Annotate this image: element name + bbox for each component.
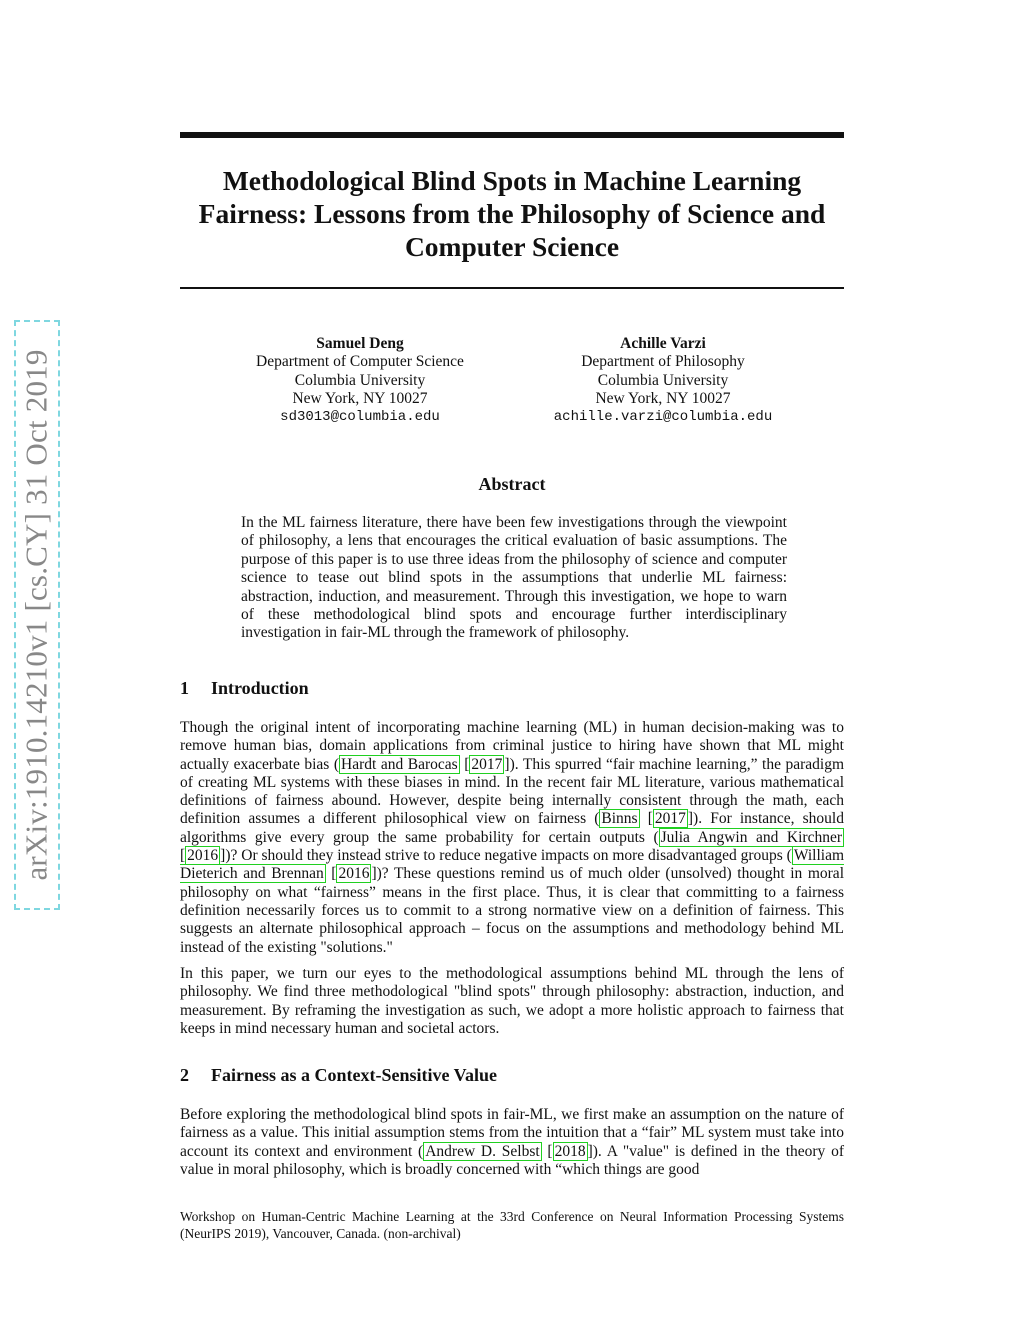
paper-title: Methodological Blind Spots in Machine Learning Fairness: Lessons from the Philosophy of Science and Computer Science [198,165,826,262]
title-bottom-rule [180,287,844,289]
text-run: ])? Or should they instead strive to reduce negative impacts on more disadvantaged groups ( [220,847,792,865]
section-number: 2 [180,1065,189,1085]
text-run: [ [541,1142,553,1160]
text-run: [ [639,810,653,828]
arxiv-identifier-link[interactable] [14,320,60,910]
intro-paragraph-2: In this paper, we turn our eyes to the methodological assumptions behind ML through the lens of philosophy. We find three methodological "blind spots" through philosophy: abstraction, induction, and measurement. By reframing the investigation as such, we adopt a more holistic approach to fairness that keeps in mind necessary human and societal actors. [180,965,844,1037]
text-run: ])? These questions remind us of much older (unsolved) thought in moral philosophy on what “fairness” means in the first place. Thus, it is clear that committing to a fairness definition necessarily forces us to commit to a strong normative view on a definition of fairness. This suggests an alternate philosophical approach – focus on the assumptions and methodology behind ML instead of the existing "solutions." [180,865,844,956]
author-department: Department of Computer Science [256,353,464,371]
section-heading-fairness-value [180,1065,497,1086]
citation-link[interactable]: William Dieterich and Brennan [180,847,844,883]
author-email: achille.varzi@columbia.edu [553,409,773,426]
author-department: Department of Philosophy [581,353,745,371]
text-run: [ [325,865,337,883]
text-run: Though the original intent of incorporating machine learning (ML) in human decision-making was to remove human bias, domain applications from criminal justice to hiring have shown that ML might actually exacerbate bias ( [180,719,844,773]
arxiv-identifier-text: arXiv:1910.14210v1 [cs.CY] 31 Oct 2019 [19,349,54,881]
author-name: Samuel Deng [316,335,404,352]
author-city: New York, NY 10027 [595,389,731,407]
citation-year-link[interactable]: 2017 [654,810,686,828]
author-email: sd3013@columbia.edu [280,409,440,426]
intro-paragraph-1 [180,719,844,957]
text-run: ]). This spurred “fair machine learning,” the paradigm of creating ML systems with these biases in mind. In the recent fair ML literature, various mathematical definitions of fairness abound. However, despite being internally consistent through the math, each definition assumes a different philosophical view on fairness ( [180,755,845,828]
title-top-rule [180,132,844,138]
section-heading-introduction [180,678,309,699]
text-run: [ [180,847,186,865]
citation-year-link[interactable]: 2016 [187,847,219,865]
section-title: Introduction [211,678,309,698]
author-block-2 [513,335,813,426]
text-run: ]). A "value" is defined in the theory of value in moral philosophy, which is broadly concerned with “which things are good [180,1142,844,1178]
text-run: ]). For instance, should algorithms give every group the same probability for certain outputs ( [180,810,844,846]
citation-year-link[interactable]: 2016 [338,865,370,883]
citation-link[interactable]: Andrew D. Selbst [425,1142,540,1160]
section2-paragraph-1 [180,1106,844,1179]
author-block-1 [210,335,510,426]
citation-link[interactable]: Hardt and Barocas [341,755,458,773]
section-number: 1 [180,678,189,698]
citation-year-link[interactable]: 2017 [471,755,503,773]
author-city: New York, NY 10027 [292,389,428,407]
section-title: Fairness as a Context-Sensitive Value [211,1065,498,1085]
workshop-footnote: Workshop on Human-Centric Machine Learning at the 33rd Conference on Neural Information Processing Systems (NeurIPS 2019), Vancouver, Canada. (non-archival) [180,1209,844,1241]
citation-link[interactable]: Julia Angwin and Kirchner [660,828,842,846]
citation-link[interactable]: Binns [601,810,638,828]
author-name: Achille Varzi [620,335,706,352]
abstract-text: In the ML fairness literature, there have been few investigations through the viewpoint of philosophy, a lens that encourages the critical evaluation of basic assumptions. The purpose of this paper is to use three ideas from the philosophy of science and computer science to tease out blind spots in the assumptions that underlie ML fairness: abstraction, induction, and measurement. Through this investigation, we hope to warn of these methodological blind spots and encourage further interdisciplinary investigation in fair-ML through the framework of philosophy. [241,514,787,642]
author-university: Columbia University [294,371,426,389]
citation-year-link[interactable]: 2018 [554,1142,586,1160]
text-run: [ [459,755,470,773]
author-university: Columbia University [597,371,729,389]
abstract-heading: Abstract [478,474,546,494]
text-run: Before exploring the methodological blind spots in fair-ML, we first make an assumption on the nature of fairness as a value. This initial assumption stems from the intuition that a “fair” ML system must take into account its context and environment ( [180,1106,844,1160]
